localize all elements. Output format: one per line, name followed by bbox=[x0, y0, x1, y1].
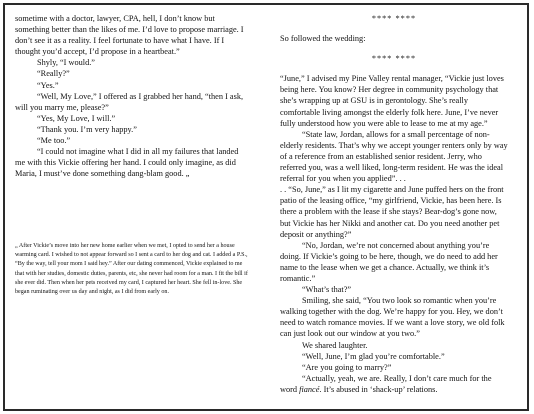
paragraph: “Thank you. I’m very happy.” bbox=[37, 124, 137, 134]
paragraph: We shared laughter. bbox=[302, 340, 368, 350]
section-separator: **** **** bbox=[371, 54, 417, 64]
footnote: „ After Vickie’s move into her new home earlier when we met, I opted to send her a house warming card. I wished to not appear forward so I sent a card to her dog and cat. I added a P.S., “By the way, tell your mom I said hey.” After our dating commenced, Vickie explained to me that with her studies, domestic duties, parents, etc, she never had room for a man. I fit the bill if she ever did. Then when her pets received my card, I captured her heart. She fell in-love. She began ruminating over us day and night, as I did from early on. bbox=[15, 243, 248, 296]
section-intro: So followed the wedding: bbox=[280, 34, 366, 44]
paragraph: “Yes.” bbox=[37, 80, 59, 90]
paragraph: “I could not imagine what I did in all my failures that landed me with this Vickie offering her hand. I could only imagine, as did Maria, I must’ve done something dang-blam good. „ bbox=[15, 147, 239, 179]
paragraph: “Me too.” bbox=[37, 136, 71, 146]
italic-word: fiancé bbox=[299, 384, 320, 394]
paragraph: “What’s that?” bbox=[302, 285, 352, 295]
book-page-spread bbox=[3, 3, 529, 411]
text-run: “Actually, yeah, we are. Really, I don’t care much for the word bbox=[280, 373, 492, 394]
paragraph: sometime with a doctor, lawyer, CPA, hell, I don’t know but something better than the likes of me. I’d love to propose marriage. I don’t see it as a reality. I feel fortunate to have what I have. If I thought you’d accept, I’d propose in a heartbeat.” bbox=[15, 14, 244, 57]
paragraph: “No, Jordan, we’re not concerned about anything you’re doing. If Vickie’s going to be here, though, we do need to add her name to the lease when we get a chance. Actually, we think it’s romantic.” bbox=[280, 240, 498, 283]
right-column bbox=[280, 13, 508, 395]
paragraph: “Yes, My Love, I will.” bbox=[37, 113, 116, 123]
text-run: . It’s abused in ‘shack-up’ relations. bbox=[319, 384, 438, 394]
paragraph: “June,” I advised my Pine Valley rental manager, “Vickie just loves being here. You know? Her degree in community psychology that she’s wrapping up at GSU is in gerontology. She’s really comfortable living amongst the elderly folk here. June, I’ve never fully understood how you were able to lease to me at my age.” bbox=[280, 74, 504, 128]
paragraph: “Really?” bbox=[37, 69, 70, 79]
paragraph: Shyly, “I would.” bbox=[37, 58, 95, 68]
paragraph: “Are you going to marry?” bbox=[302, 362, 392, 372]
paragraph: “Well, June, I’m glad you’re comfortable.” bbox=[302, 351, 445, 361]
paragraph: “State law, Jordan, allows for a small percentage of non-elderly residents. That’s why we accept younger renters only by way of a reference from an established senior resident. Jerry, who referred you, was a well liked, long-term resident. He was the ideal referral for you when you applied”. . . bbox=[280, 129, 508, 184]
paragraph: . . “So, June,” as I lit my cigarette and June puffed hers on the front patio of the leasing office, “my girlfriend, Vickie, has been here. Is there a problem with the lease if she stays? Bear-dog’s gone now, but Vickie has her Nikki and another cat. Do you need another pet deposit or anything?” bbox=[280, 185, 504, 239]
paragraph: “Well, My Love,” I offered as I grabbed her hand, “then I ask, will you marry me, please?” bbox=[15, 91, 244, 112]
paragraph: Smiling, she said, “You two look so romantic when you’re walking together with the dog. We’re happy for you. Hey, we don’t need to watch romance movies. If we want a love story, we old folk can just look out our window at you two.” bbox=[280, 296, 505, 339]
section-separator: **** **** bbox=[371, 14, 417, 23]
left-column bbox=[15, 13, 246, 179]
paragraph bbox=[280, 373, 508, 395]
